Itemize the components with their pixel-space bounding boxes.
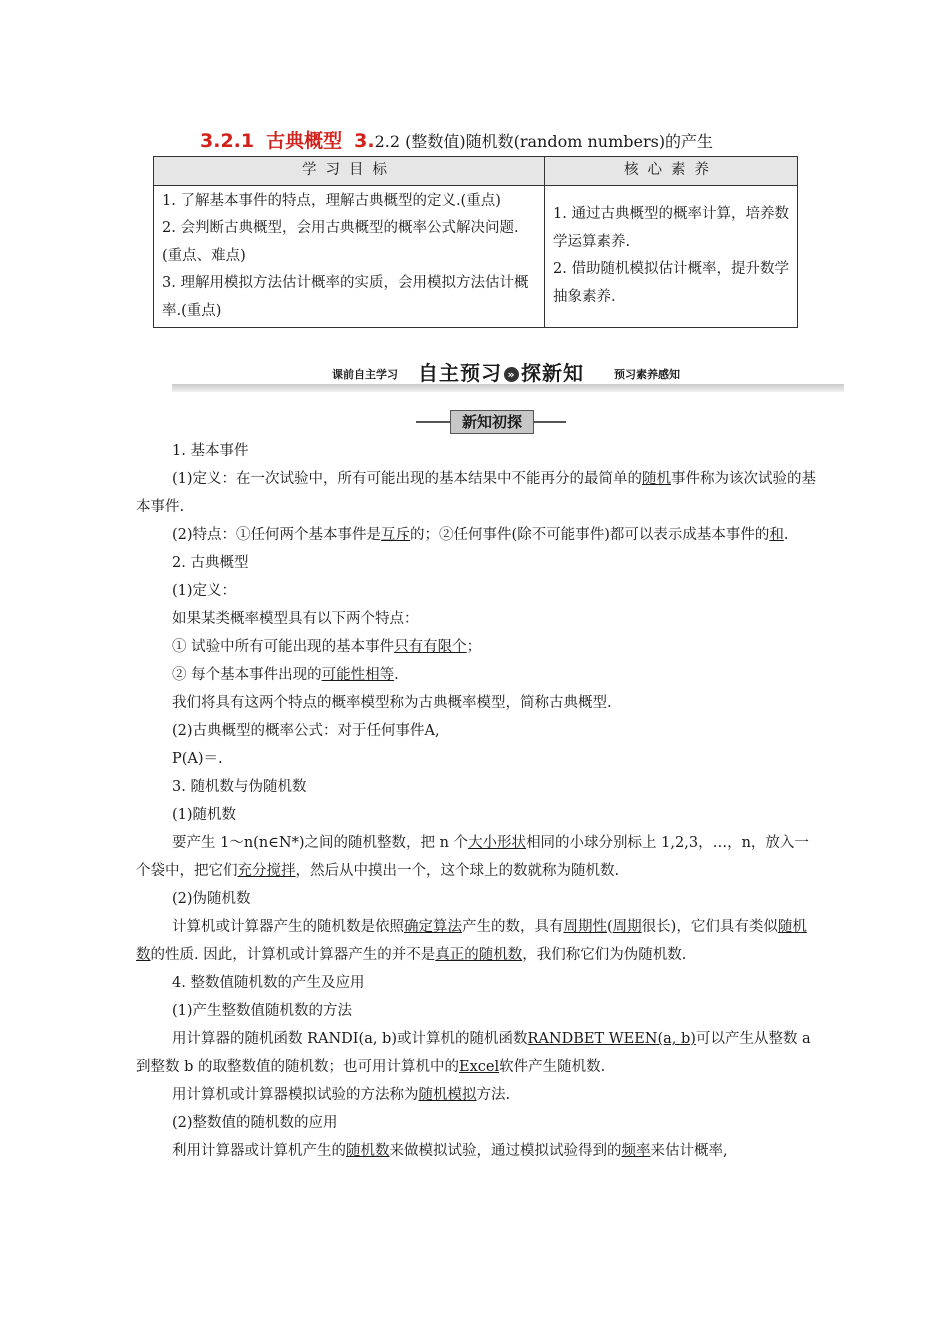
paragraph: (1)产生整数值随机数的方法 [172,1003,353,1019]
underlined-text: 大小形状 [468,835,527,851]
paragraph: (2)伪随机数 [172,891,251,907]
text: ，我们称它们为伪随机数. [522,947,687,963]
underlined-text: 随机数 [136,919,807,963]
paragraph [136,913,820,969]
text: . [783,527,789,543]
underlined-text: 随机数 [346,1143,390,1159]
table-header-core: 核心素养 [545,157,798,186]
text: 利用计算器或计算机产生的 [172,1143,346,1159]
table-header-goals: 学习目标 [154,157,545,186]
objectives-table [153,156,798,328]
formula: P(A)＝. [172,751,223,767]
text: ，然后从中摸出一个，这个球上的数就称为随机数. [295,863,620,879]
text: 来做模拟试验，通过模拟试验得到的 [389,1143,622,1159]
text: ； [466,639,482,655]
text: 可以产生从整数 a 到整数 b 的取整数值的随机数；也可用计算机中的 [136,1031,811,1075]
text: 计算机或计算器产生的随机数是依照 [172,919,404,935]
paragraph: 我们将具有这两个特点的概率模型称为古典概率模型，简称古典概型. [172,695,612,711]
text: 用计算机或计算器模拟试验的方法称为 [172,1087,419,1103]
paragraph [136,829,820,885]
text: 软件产生随机数. [499,1059,606,1075]
text: 事件称为该次试验的基本事件. [136,471,817,515]
paragraph: (1)随机数 [172,807,237,823]
goal-item: 2. 会判断古典概型，会用古典概型的概率公式解决问题.(重点、难点) [162,220,519,264]
banner-main-b: 探新知 [521,361,584,385]
goal-item: 1. 了解基本事件的特点，理解古典概型的定义.(重点) [162,192,501,209]
text: 来估计概率, [650,1143,728,1159]
underlined-text: 充分搅拌 [237,863,296,879]
banner-right-label: 预习素养感知 [614,368,680,381]
banner-main-title [418,357,584,386]
main-content [136,437,820,1165]
heading-random-numbers: 3. 随机数与伪随机数 [172,779,307,795]
preview-banner [172,362,844,392]
paragraph [136,521,820,549]
underlined-text: RANDBET WEEN(a, b) [527,1031,696,1047]
text: 用计算器的随机函数 RANDI(a, b)或计算机的随机函数 [172,1031,528,1047]
underlined-text: 真正的随机数 [435,947,523,963]
paragraph: (2)整数值的随机数的应用 [172,1115,338,1131]
title-topic: 古典概型 [266,130,343,152]
underlined-text: 周期 [612,919,642,935]
core-item: 2. 借助随机模拟估计概率，提升数学抽象素养. [553,261,789,305]
underlined-text: 可能性相等 [321,667,395,683]
section-label: 新知初探 [450,410,534,434]
text: . [394,667,399,683]
text: 很长)，它们具有类似 [641,919,778,935]
title-section-prefix: 3. [354,130,375,152]
text: ( [607,919,613,935]
text: (1)定义：在一次试验中，所有可能出现的基本结果中不能再分的最简单的 [172,471,643,487]
text: ② 每个基本事件出现的 [172,667,322,683]
core-cell [545,185,798,328]
text: 的；②任何事件(除不可能事件)都可以表示成基本事件的 [410,527,770,543]
underlined-text: 随机 [642,471,672,487]
underlined-text: 随机模拟 [418,1087,477,1103]
text: ① 试验中所有可能出现的基本事件 [172,639,395,655]
arrow-icon: » [504,367,519,382]
goals-cell [154,185,545,328]
paragraph: (2)古典概型的概率公式：对于任何事件A, [172,723,440,739]
heading-classical-model: 2. 古典概型 [172,555,249,571]
paragraph [136,1137,820,1165]
paragraph [136,633,820,661]
banner-main-a: 自主预习 [418,361,502,385]
text: 相同的小球分别标上 1,2,3，…，n，放入一个袋中，把它们 [136,835,809,879]
heading-integer-random: 4. 整数值随机数的产生及应用 [172,975,365,991]
paragraph: (1)定义： [172,583,237,599]
text: 方法. [476,1087,511,1103]
core-item: 1. 通过古典概型的概率计算，培养数学运算素养. [553,206,789,250]
underlined-text: 互斥 [381,527,411,543]
underlined-text: 和 [769,527,784,543]
heading-basic-event: 1. 基本事件 [172,443,249,459]
underlined-text: Excel [459,1059,500,1075]
text: 的性质. 因此，计算机或计算器产生的并不是 [150,947,436,963]
underlined-text: 只有有限个 [394,639,467,655]
underlined-text: 确定算法 [404,919,462,935]
paragraph: 如果某类概率模型具有以下两个特点： [172,611,419,627]
title-subtopic: 2.2 (整数值)随机数(random numbers)的产生 [374,132,714,151]
text: 产生的数，具有 [462,919,564,935]
underlined-text: 周期性 [563,919,607,935]
underlined-text: 频率 [621,1143,651,1159]
banner-left-label: 课前自主学习 [332,368,398,381]
page-title [200,126,713,153]
paragraph [136,1025,820,1081]
text: 要产生 1～n(n∈N*)之间的随机整数，把 n 个 [172,835,469,851]
text: (2)特点：①任何两个基本事件是 [172,527,382,543]
paragraph [136,1081,820,1109]
paragraph [136,661,820,689]
title-section-number: 3.2.1 [200,130,255,152]
paragraph [136,465,820,521]
goal-item: 3. 理解用模拟方法估计概率的实质，会用模拟方法估计概率.(重点) [162,275,529,319]
section-heading [426,410,556,434]
